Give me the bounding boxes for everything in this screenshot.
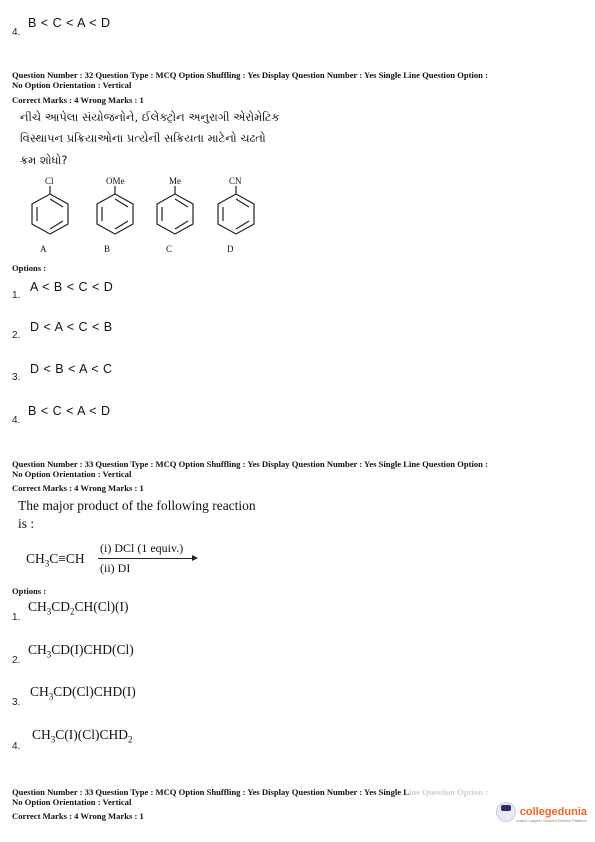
question-text-line: વિસ્થાપન પ્રક્રિયાઓના પ્રત્યેની સક્રિયતા માટેનો ચઢતો	[20, 131, 266, 145]
question-meta-text: Question Number : 33 Question Type : MCQ Option Shuffling : Yes Display Question Number : Yes Single L	[12, 787, 409, 797]
compound-d-structure	[218, 186, 254, 234]
compound-c-structure	[157, 186, 193, 234]
question-text-line: is :	[18, 516, 35, 531]
option-number: 3.	[12, 372, 21, 383]
collegedunia-watermark	[496, 802, 587, 822]
options-label: Options :	[12, 586, 47, 596]
compound-b-structure	[97, 186, 133, 234]
option-number: 1.	[12, 612, 21, 623]
question-meta-line: No Option Orientation : Vertical	[12, 80, 132, 90]
option-formula: $CH_3CD(Cl)CHD(I)$	[30, 684, 136, 702]
option-number: 4.	[12, 415, 21, 426]
option-number: 4.	[12, 27, 21, 38]
benzene-structures-figure	[10, 172, 260, 257]
reactant-formula: $CH_3C\equiv CH$	[26, 551, 85, 569]
option-text: A < B < C < D	[30, 280, 114, 294]
question-meta-line: No Option Orientation : Vertical	[12, 797, 132, 807]
question-marks: Correct Marks : 4 Wrong Marks : 1	[12, 811, 144, 821]
option-formula: $CH_3CD_2CH(Cl)(I)$	[28, 599, 129, 617]
option-formula: $CH_3C(I)(Cl)CHD_2$	[32, 727, 133, 745]
compound-d-label: D	[227, 244, 234, 254]
compound-c-label: C	[166, 244, 173, 254]
compound-c-substituent: Me	[169, 176, 181, 186]
compound-b-substituent: OMe	[106, 176, 125, 186]
arrow-head-icon	[192, 555, 198, 561]
compound-a-label: A	[40, 244, 47, 254]
question-marks: Correct Marks : 4 Wrong Marks : 1	[12, 95, 144, 105]
option-text: B < C < A < D	[28, 16, 111, 30]
option-formula: $CH_3CD(I)CHD(Cl)$	[28, 642, 134, 660]
question-meta-faded: ine Question Option :	[408, 787, 488, 797]
watermark-name: collegedunia	[519, 806, 587, 818]
option-number: 2.	[12, 655, 21, 666]
reaction-arrow	[98, 558, 194, 559]
compound-d-substituent: CN	[229, 176, 242, 186]
option-text: D < B < A < C	[30, 362, 113, 376]
question-meta-line: Question Number : 33 Question Type : MCQ Option Shuffling : Yes Display Question Number : Yes Single Line Question Option :	[12, 459, 488, 469]
option-text: D < A < C < B	[30, 320, 113, 334]
watermark-tagline: India's Largest Student Review Platform	[515, 818, 587, 823]
option-number: 4.	[12, 741, 21, 752]
options-label: Options :	[12, 263, 47, 273]
question-text-line: ક્રમ શોધો?	[20, 153, 68, 167]
option-number: 3.	[12, 697, 21, 708]
question-marks: Correct Marks : 4 Wrong Marks : 1	[12, 483, 144, 493]
question-meta-line: No Option Orientation : Vertical	[12, 469, 132, 479]
option-number: 2.	[12, 330, 21, 341]
compound-b-label: B	[104, 244, 111, 254]
collegedunia-logo-icon	[496, 802, 516, 822]
question-meta-line	[12, 787, 488, 797]
compound-a-structure	[32, 186, 68, 234]
question-text-line: The major product of the following reaction	[18, 498, 256, 513]
reagent-line-2: (ii) DI	[100, 561, 131, 575]
question-meta-line: Question Number : 32 Question Type : MCQ Option Shuffling : Yes Display Question Number : Yes Single Line Question Option :	[12, 70, 488, 80]
option-text: B < C < A < D	[28, 404, 111, 418]
option-number: 1.	[12, 290, 21, 301]
compound-a-substituent: Cl	[45, 176, 54, 186]
reagent-line-1: (i) DCl (1 equiv.)	[100, 541, 184, 555]
question-text-line: નીચે આપેલા સંયોજનોને, ઈલેક્ટ્રોન અનુરાગી એરોમેટિક	[20, 110, 280, 124]
